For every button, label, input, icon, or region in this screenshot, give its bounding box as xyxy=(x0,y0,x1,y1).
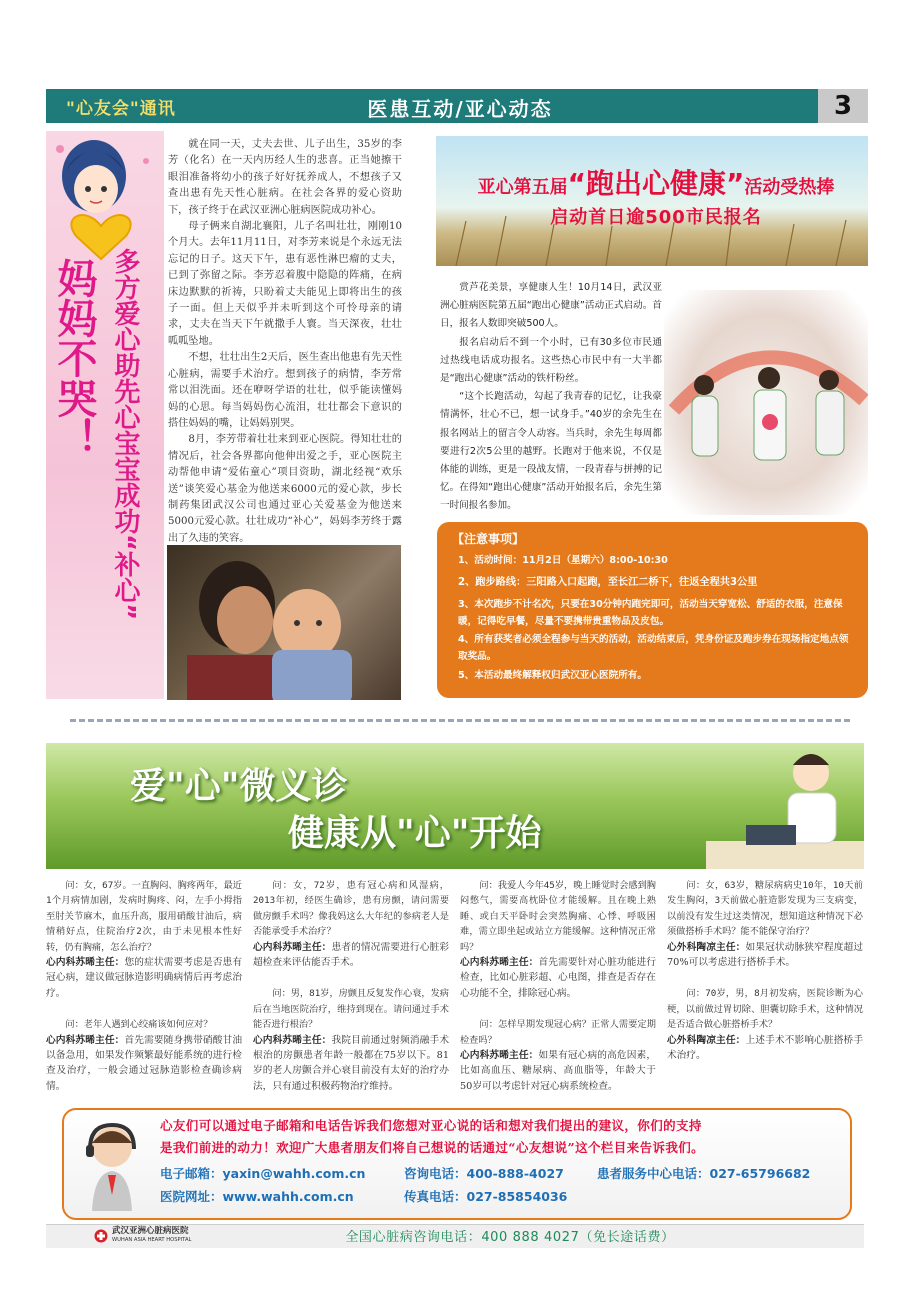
story-article xyxy=(168,137,402,542)
hospital-name: 武汉亚洲心脏病医院 xyxy=(112,1226,189,1236)
notice-item: 5、本活动最终解释权归武汉亚心医院所有。 xyxy=(458,670,647,681)
contact-message-line: 是我们前进的动力！欢迎广大患者朋友们将自己想说的话通过“心友想说”这个栏目来告诉我们。 xyxy=(160,1140,705,1155)
qa-question: 问：我爱人今年45岁，晚上睡觉时会感到胸闷憋气，需要高枕卧位才能缓解。且在晚上熟睡、或白天平卧时会突然胸痛、心悸、呼吸困难，需立即坐起或站立方能缓解。这种情况正常吗？ xyxy=(460,880,656,953)
section-divider xyxy=(70,719,850,722)
clinic-banner-subtitle: 健康从"心"开始 xyxy=(288,813,542,854)
qa-answer: 首先需要随身携带硝酸甘油以备急用，如果发作频繁最好能系统的进行检查及治疗，一般会通过冠脉造影检查确诊病情。 xyxy=(46,1034,243,1092)
qa-doctor: 心内科苏晞主任： xyxy=(460,957,539,969)
girl-with-heart-illustration xyxy=(46,131,164,261)
qa-answer: 首先需要针对心脏功能进行检查，比如心脏彩超、心电图，排查是否存在心功能不全，排除冠心病。 xyxy=(460,957,657,999)
event-paragraph: 报名启动后不到一个小时，已有30多位市民通过热线电话成功报名。这些热心市民中有一大半都是“跑出心健康”活动的铁杆粉丝。 xyxy=(440,336,662,385)
story-paragraph: 就在同一天，丈夫去世、儿子出生，35岁的李芳（化名）在一天内历经人生的悲喜。正当她擦干眼泪准备将幼小的孩子好好抚养成人，不想孩子又查出患有先天性心脏病。在社会各界的爱心资助下，孩子终于在武汉亚洲心脏病医院成功补心。 xyxy=(168,139,402,216)
hotline-text: 全国心脏病咨询电话：400 888 4027（免长途话费） xyxy=(345,1230,675,1245)
qa-doctor: 心内科苏晞主任： xyxy=(46,957,125,969)
event-banner-title xyxy=(446,162,866,198)
notice-title: 【注意事项】 xyxy=(452,532,525,546)
event-banner-highlight: “跑出心健康” xyxy=(567,167,745,200)
qa-column xyxy=(460,878,656,1098)
qa-question: 问：女，72岁，患有冠心病和风湿病，2013年初，经医生确诊，患有房颤，请问需要做房颤手术吗？像我妈这么大年纪的参病老人是否能承受手术治疗？ xyxy=(253,880,449,938)
runners-photo xyxy=(664,290,868,515)
service-phone[interactable]: 患者服务中心电话：027-65796682 xyxy=(597,1166,811,1181)
page-number: 3 xyxy=(818,89,868,123)
event-paragraph: 赏芦花美景，享健康人生！10月14日，武汉亚洲心脏病医院第五届“跑出心健康”活动正式启动。首日，报名人数即突破500人。 xyxy=(440,282,662,330)
story-headline-big: 妈妈不哭！ xyxy=(51,258,97,458)
story-paragraph: 母子俩来自湖北襄阳，儿子名叫壮壮，刚刚10个月大。去年11月11日，对李芳来说是个永远无法忘记的日子。这天下午，患有恶性淋巴瘤的丈夫，已到了弥留之际。李芳忍着腹中隐隐的阵痛，在病床边默默的祈祷，只盼着丈夫能见上即将出生的孩子一面。但上天似乎并未听到这个可怜母亲的请求，丈夫在当天下午就撒手人寰。当天深夜，壮壮呱呱坠地。 xyxy=(168,221,402,347)
customer-service-icon xyxy=(72,1115,152,1215)
qa-answer: 如果有冠心病的高危因素，比如高血压、糖尿病、高血脂等，年龄大于50岁可以考虑针对冠心病系统检查。 xyxy=(460,1050,657,1092)
event-banner-prefix: 亚心第五届 xyxy=(477,177,568,198)
event-banner-subtitle: 启动首日逾500市民报名 xyxy=(550,207,762,228)
qa-answer: 我院目前通过射频消融手术根治的房颤患者年龄一般都在75岁以下。81岁的老人房颤合并心衰目前没有太好的治疗办法，只有通过积极药物治疗维持。 xyxy=(253,1034,450,1092)
qa-answer: 上述手术不影响心脏搭桥手术治疗。 xyxy=(667,1034,864,1062)
event-banner-suffix: 活动受热捧 xyxy=(744,177,835,198)
qa-column xyxy=(253,878,449,1098)
notice-item: 4、所有获奖者必须全程参与当天的活动，活动结束后，凭身份证及跑步券在现场指定地点领取奖品。 xyxy=(458,634,849,662)
event-banner xyxy=(436,136,868,266)
newsletter-name: "心友会"通讯 xyxy=(66,99,176,119)
qa-doctor: 心外科陶凉主任： xyxy=(667,941,746,953)
clinic-banner-title: 爱"心"微义诊 xyxy=(130,766,348,807)
consult-phone[interactable]: 咨询电话：400-888-4027 xyxy=(404,1166,564,1181)
fax-number: 传真电话：027-85854036 xyxy=(404,1189,568,1204)
hospital-logo-icon xyxy=(94,1229,108,1243)
event-paragraph: “这个长跑活动，勾起了我青春的记忆，让我豪情满怀，壮心不已，想一试身手。”40岁的余先生在报名网站上的留言令人动容。当兵时，余先生每周都要进行2次5公里的越野。长跑对于他来说，不仅是体能的训练，更是一段战友情，一段青春与拼搏的记忆。在得知“跑出心健康”活动开始报名后，余先生第一时间报名参加。 xyxy=(440,391,662,512)
qa-question: 问：女，63岁，糖尿病病史10年，10天前发生胸闷，3天前做心脏造影发现为三支病变，以前没有发生过这类情况，想知道这种情况下必须做搭桥手术吗？能不能保守治疗？ xyxy=(667,880,863,938)
notice-item: 3、本次跑步不计名次，只要在30分钟内跑完即可，活动当天穿宽松、舒适的衣服，注意保暖，记得吃早餐，尽量不要携带贵重物品及皮包。 xyxy=(458,599,843,627)
mother-and-baby-photo xyxy=(167,545,401,700)
qa-answer: 您的症状需要考虑是否患有冠心病，建议做冠脉造影明确病情后再考虑治疗。 xyxy=(46,957,243,999)
event-article xyxy=(440,279,662,515)
qa-doctor: 心内科苏晞主任： xyxy=(460,1050,539,1062)
qa-question: 问：女，67岁。一直胸闷、胸疼两年，最近1个月病情加剧，发病时胸疼、闷，左手小拇指至肘关节麻木，血压升高，服用硝酸甘油后，病情稍好点，住院治疗2次，由于未见根本性好转，仍有胸痛，怎么治疗？ xyxy=(46,880,242,953)
qa-question: 问：男，81岁，房颤且反复发作心衰，发病后在当地医院治疗，维持到现在。请问通过手术能否进行根治？ xyxy=(253,988,449,1031)
qa-doctor: 心内科苏晞主任： xyxy=(253,1034,332,1046)
qa-doctor: 心内科苏晞主任： xyxy=(46,1034,125,1046)
notice-item: 1、活动时间：11月2日（星期六）8:00-10:30 xyxy=(458,555,668,566)
qa-column xyxy=(667,878,863,1098)
notice-item: 2、跑步路线：三阳路入口起跑，至长江二桥下，往返全程共3公里 xyxy=(458,577,758,588)
qa-question: 问：70岁，男，8月初发病，医院诊断为心梗，以前做过胃切除、胆囊切除手术，这种情况是否适合做心脏搭桥手术？ xyxy=(667,988,863,1031)
website-link[interactable]: 医院网址：www.wahh.com.cn xyxy=(160,1189,354,1204)
story-paragraph: 8月，李芳带着壮壮来到亚心医院。得知壮壮的情况后，社会各界都向他伸出爱之手，亚心医院主动帮他申请“爱佑童心”项目资助，湖北经视“欢乐送”谈笑爱心基金为他送来6000元的爱心款，步长制药集团武汉公司也通过亚心关爱基金为他送来5000元爱心款。壮壮成功“补心”，妈妈李芳终于露出了久违的笑容。 xyxy=(168,434,402,544)
qa-doctor: 心外科陶凉主任： xyxy=(667,1034,746,1046)
section-title: 医患互动/亚心动态 xyxy=(367,97,553,121)
email-link[interactable]: 电子邮箱：yaxin@wahh.com.cn xyxy=(160,1166,366,1181)
qa-doctor: 心内科苏晞主任： xyxy=(253,941,332,953)
qa-question: 问：怎样早期发现冠心病？正常人需要定期检查吗？ xyxy=(460,1019,656,1046)
contact-message-line: 心友们可以通过电子邮箱和电话告诉我们您想对亚心说的话和想对我们提出的建议，你们的支持 xyxy=(160,1118,702,1133)
hospital-name-en: WUHAN ASIA HEART HOSPITAL xyxy=(112,1237,192,1243)
story-headline: 多方爱心助先心宝宝成功“补心” xyxy=(110,248,140,621)
qa-answer: 如果冠状动脉狭窄程度超过70%可以考虑进行搭桥手术。 xyxy=(667,941,864,969)
qa-question: 问：老年人遇到心绞痛该如何应对？ xyxy=(65,1019,213,1031)
qa-column xyxy=(46,878,242,1098)
story-paragraph: 不想，壮壮出生2天后，医生查出他患有先天性心脏病，需要手术治疗。想到孩子的病情，李芳常常以泪洗面。还在咿呀学语的壮壮，似乎能读懂妈妈的心思。每当妈妈伤心流泪，壮壮都会下意识的搭住妈妈的嘴，让妈妈别哭。 xyxy=(168,352,402,429)
qa-answer: 患者的情况需要进行心脏彩超检查来评估能否手术。 xyxy=(253,941,450,969)
